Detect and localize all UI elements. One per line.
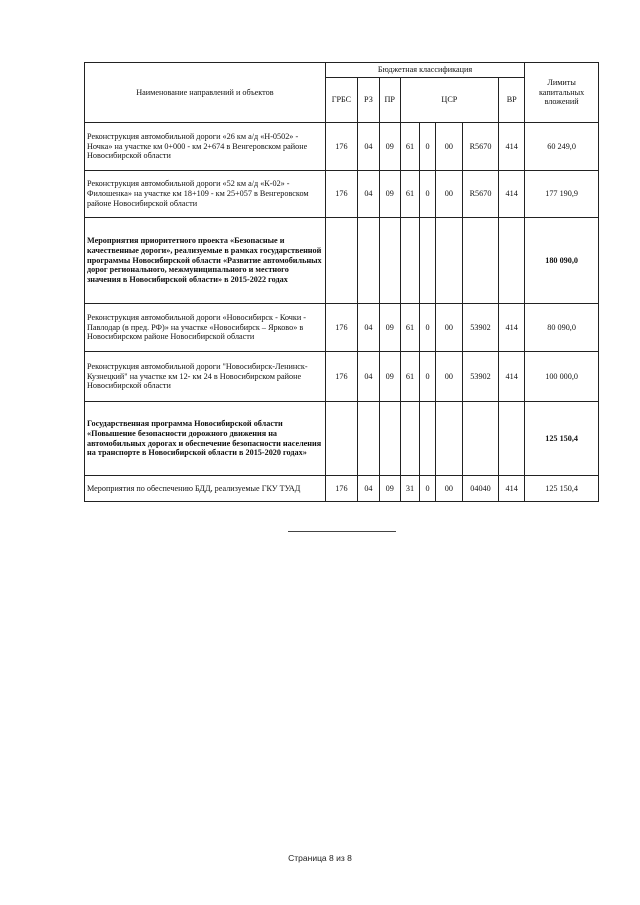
row-grbs [325, 218, 357, 304]
row-vr [499, 218, 525, 304]
budget-table [84, 62, 599, 502]
header-name: Наименование направлений и объектов [85, 63, 326, 123]
header-grbs: ГРБС [325, 78, 357, 123]
header-vr: ВР [499, 78, 525, 123]
row-csr-1 [400, 402, 420, 476]
row-grbs: 176 [325, 304, 357, 352]
row-pr: 09 [379, 123, 400, 171]
row-rz [358, 218, 380, 304]
row-name: Реконструкция автомобильной дороги "Новосибирск-Ленинск-Кузнецкий" на участке км 12- км 24 в Новосибирском районе Новосибирской области [85, 352, 326, 402]
header-csr: ЦСР [400, 78, 499, 123]
row-csr-4: 53902 [462, 304, 498, 352]
row-limit: 177 190,9 [525, 171, 599, 218]
row-vr [499, 402, 525, 476]
row-pr: 09 [379, 304, 400, 352]
row-csr-2: 0 [420, 476, 436, 502]
row-grbs [325, 402, 357, 476]
row-limit: 125 150,4 [525, 476, 599, 502]
header-rz: РЗ [358, 78, 380, 123]
row-csr-3: 00 [435, 171, 462, 218]
row-grbs: 176 [325, 171, 357, 218]
row-vr: 414 [499, 352, 525, 402]
header-pr: ПР [379, 78, 400, 123]
row-rz [358, 402, 380, 476]
header-budget-classification: Бюджетная классификация [325, 63, 524, 78]
row-limit: 60 249,0 [525, 123, 599, 171]
row-csr-3 [435, 402, 462, 476]
row-pr [379, 402, 400, 476]
table-row [85, 402, 599, 476]
row-vr: 414 [499, 123, 525, 171]
table-row [85, 476, 599, 502]
row-csr-1: 61 [400, 352, 420, 402]
row-csr-2: 0 [420, 304, 436, 352]
row-rz: 04 [358, 171, 380, 218]
row-rz: 04 [358, 304, 380, 352]
row-name: Реконструкция автомобильной дороги «26 км а/д «Н-0502» - Ночка» на участке км 0+000 - км 2+674 в Венгеровском районе Новосибирской области [85, 123, 326, 171]
separator-line [288, 531, 396, 532]
row-vr: 414 [499, 304, 525, 352]
row-csr-4 [462, 402, 498, 476]
row-csr-4: 53902 [462, 352, 498, 402]
row-vr: 414 [499, 476, 525, 502]
row-name: Реконструкция автомобильной дороги «52 км а/д «К-02» - Филошенка» на участке км 18+109 - км 25+057 в Венгеровском районе Новосибирской области [85, 171, 326, 218]
header-limits: Лимиты капитальных вложений [525, 63, 599, 123]
row-csr-3: 00 [435, 476, 462, 502]
row-pr: 09 [379, 352, 400, 402]
table-row [85, 304, 599, 352]
table-row [85, 123, 599, 171]
row-limit: 100 000,0 [525, 352, 599, 402]
row-grbs: 176 [325, 476, 357, 502]
table-row [85, 171, 599, 218]
row-csr-1: 61 [400, 171, 420, 218]
row-pr: 09 [379, 476, 400, 502]
row-csr-1: 61 [400, 123, 420, 171]
row-csr-4 [462, 218, 498, 304]
row-pr [379, 218, 400, 304]
row-limit: 180 090,0 [525, 218, 599, 304]
row-rz: 04 [358, 352, 380, 402]
row-csr-2 [420, 402, 436, 476]
row-rz: 04 [358, 123, 380, 171]
row-csr-1: 31 [400, 476, 420, 502]
row-name: Реконструкция автомобильной дороги «Новосибирск - Кочки - Павлодар (в пред. РФ)» на участке «Новосибирск – Ярково» в Новосибирском районе Новосибирской области [85, 304, 326, 352]
table-row [85, 218, 599, 304]
row-csr-2: 0 [420, 171, 436, 218]
header-row-top [85, 63, 599, 78]
row-csr-3 [435, 218, 462, 304]
row-name: Мероприятия по обеспечению БДД, реализуемые ГКУ ТУАД [85, 476, 326, 502]
row-csr-1 [400, 218, 420, 304]
row-vr: 414 [499, 171, 525, 218]
row-csr-4: R5670 [462, 123, 498, 171]
row-rz: 04 [358, 476, 380, 502]
row-csr-4: 04040 [462, 476, 498, 502]
row-csr-3: 00 [435, 352, 462, 402]
row-csr-1: 61 [400, 304, 420, 352]
row-grbs: 176 [325, 123, 357, 171]
row-name: Государственная программа Новосибирской области «Повышение безопасности дорожного движения на автомобильных дорогах и обеспечение безопасности населения на транспорте в Новосибирской области в 2015-2020 годах» [85, 402, 326, 476]
row-pr: 09 [379, 171, 400, 218]
row-name: Мероприятия приоритетного проекта «Безопасные и качественные дороги», реализуемые в рамках государственной программы Новосибирской области «Развитие автомобильных дорог регионального, межмуниципального и местного значения в Новосибирской области» в 2015-2022 годах [85, 218, 326, 304]
page-footer: Страница 8 из 8 [288, 853, 352, 863]
row-grbs: 176 [325, 352, 357, 402]
table-row [85, 352, 599, 402]
row-csr-2: 0 [420, 123, 436, 171]
row-csr-2: 0 [420, 352, 436, 402]
row-csr-4: R5670 [462, 171, 498, 218]
row-csr-3: 00 [435, 304, 462, 352]
row-csr-2 [420, 218, 436, 304]
row-limit: 80 090,0 [525, 304, 599, 352]
row-limit: 125 150,4 [525, 402, 599, 476]
row-csr-3: 00 [435, 123, 462, 171]
